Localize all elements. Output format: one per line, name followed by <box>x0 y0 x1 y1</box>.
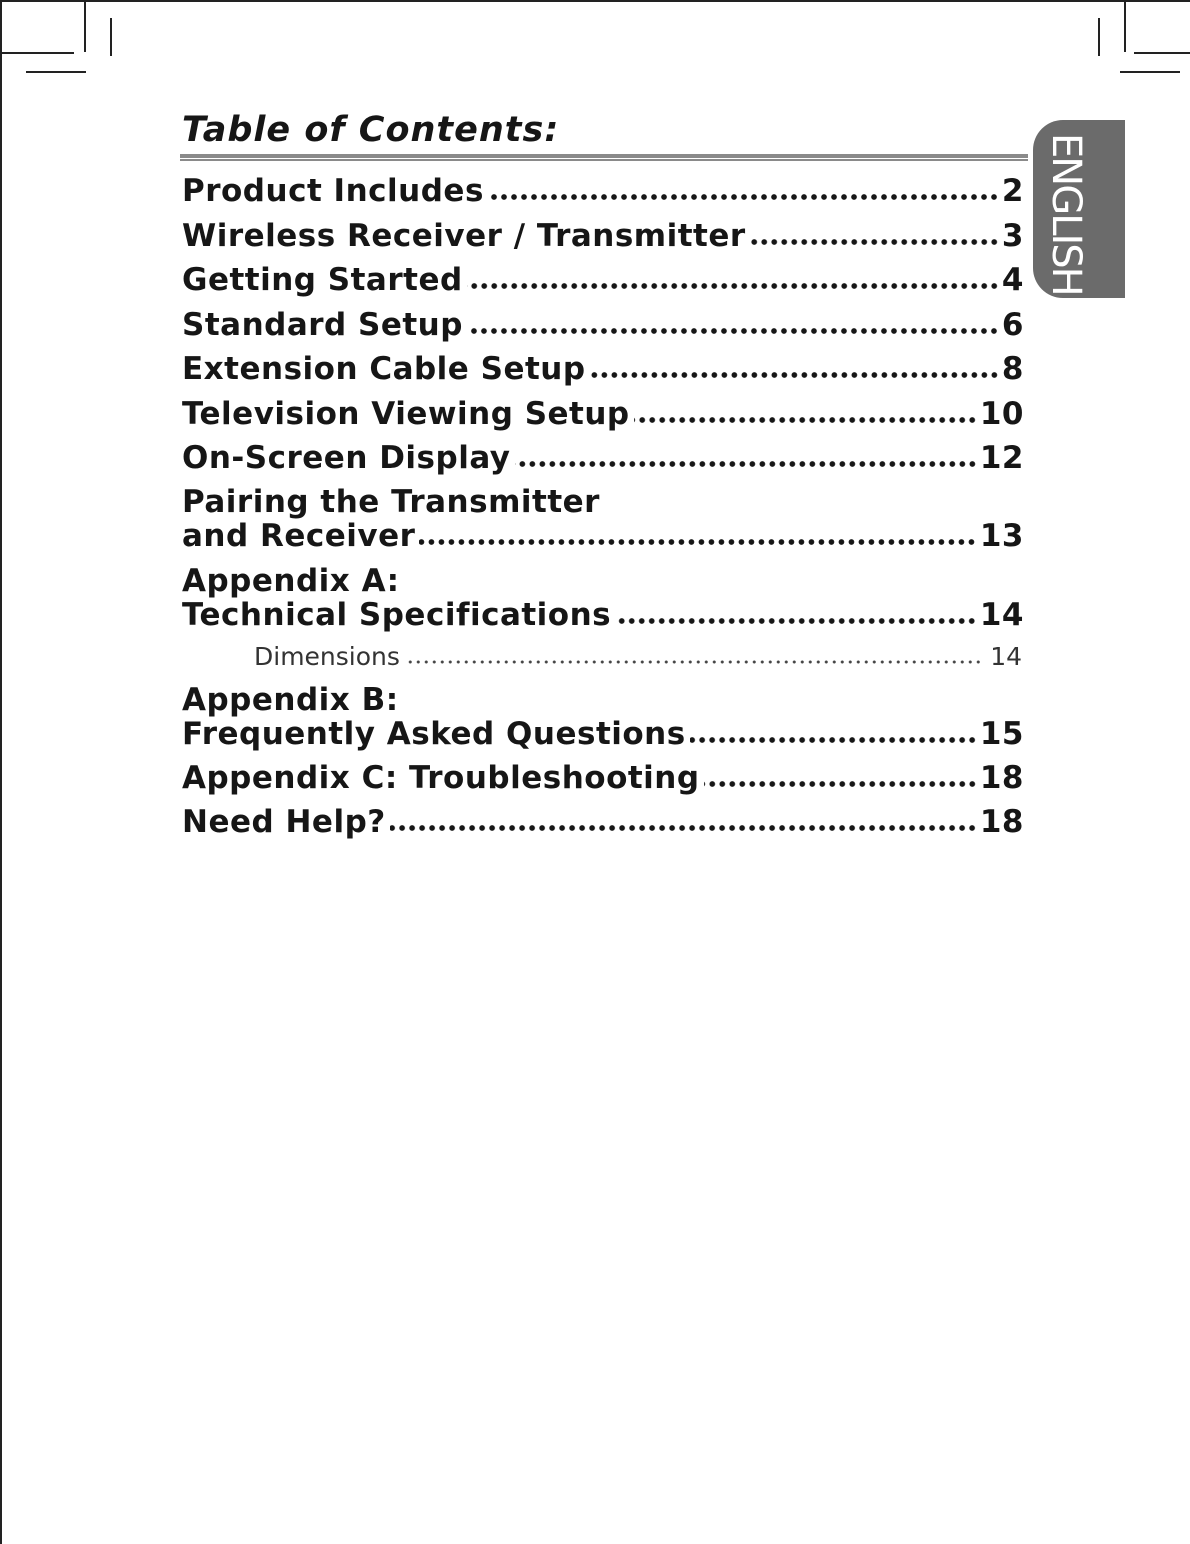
toc-entry-label: Television Viewing Setup <box>182 397 630 431</box>
toc-entry-label: Wireless Receiver / Transmitter <box>182 219 746 253</box>
toc-entry-page: 18 <box>979 761 1024 795</box>
toc-entry-label: Need Help? <box>182 805 386 839</box>
toc-entry-label: Standard Setup <box>182 308 463 342</box>
toc-entry-page: 12 <box>979 441 1024 475</box>
dot-leader <box>590 372 999 378</box>
toc-entry[interactable] <box>182 219 1024 253</box>
toc-entry[interactable] <box>182 174 1024 208</box>
toc-entry[interactable] <box>182 263 1024 297</box>
crop-mark <box>1134 52 1190 54</box>
dot-leader <box>690 737 977 743</box>
toc-entry[interactable] <box>182 761 1024 795</box>
dot-leader <box>467 283 999 289</box>
toc-entry-page: 14 <box>990 642 1022 671</box>
toc-entry[interactable] <box>182 683 1024 751</box>
toc-entry-page: 10 <box>979 397 1024 431</box>
dot-leader <box>750 239 999 245</box>
toc-entry[interactable] <box>182 397 1024 431</box>
toc-entry-lead: Appendix A: <box>182 563 400 599</box>
language-tab-label: ENGLISH <box>1043 133 1089 295</box>
page-top-edge <box>0 0 1190 2</box>
title-rule <box>180 154 1028 158</box>
crop-mark <box>0 52 74 54</box>
toc-entry-label: On-Screen Display <box>182 441 511 475</box>
toc-entry-page: 3 <box>1001 219 1024 253</box>
page-left-edge <box>0 0 2 1544</box>
toc-entry[interactable] <box>182 805 1024 839</box>
toc-sub-entry[interactable] <box>254 642 1022 672</box>
toc-entry-page: 18 <box>979 805 1024 839</box>
crop-mark <box>1124 0 1126 52</box>
toc-entry[interactable] <box>182 441 1024 475</box>
toc-entry-lead: Pairing the Transmitter <box>182 484 600 520</box>
toc-entry-page: 8 <box>1001 352 1024 386</box>
dot-leader <box>390 825 977 831</box>
toc-entry-label: Getting Started <box>182 263 463 297</box>
crop-mark <box>110 18 112 56</box>
crop-mark <box>1120 71 1180 73</box>
toc-entry-page: 4 <box>1001 263 1024 297</box>
toc-entry[interactable] <box>182 352 1024 386</box>
crop-mark <box>84 0 86 52</box>
toc-entry-page: 13 <box>979 519 1024 553</box>
dot-leader <box>419 539 976 545</box>
dot-leader <box>615 618 977 624</box>
dot-leader <box>467 328 999 334</box>
toc-entry-label: Dimensions <box>254 642 400 671</box>
toc-entry-label: Appendix C: Troubleshooting <box>182 761 700 795</box>
toc-entry[interactable] <box>182 485 1024 553</box>
dot-leader <box>704 781 977 787</box>
dot-leader <box>634 417 977 423</box>
toc-entry-label: Frequently Asked Questions <box>182 717 686 751</box>
toc-entry-page: 15 <box>979 717 1024 751</box>
dot-leader <box>404 660 982 664</box>
title-rule <box>180 159 1028 161</box>
toc-entry[interactable] <box>182 308 1024 342</box>
dot-leader <box>515 461 977 467</box>
toc-entry[interactable] <box>182 564 1024 632</box>
toc-entry-page: 2 <box>1001 174 1024 208</box>
toc-entry-page: 14 <box>979 598 1024 632</box>
toc-entry-page: 6 <box>1001 308 1024 342</box>
toc-entry-label: Product Includes <box>182 174 484 208</box>
toc-entry-lead: Appendix B: <box>182 682 399 718</box>
toc-entry-label: Technical Specifications <box>182 598 612 632</box>
crop-mark <box>26 71 86 73</box>
toc-entry-label: and Receiver <box>182 519 416 553</box>
crop-mark <box>1098 18 1100 56</box>
dot-leader <box>488 194 999 200</box>
toc-entry-label: Extension Cable Setup <box>182 352 586 386</box>
toc-title: Table of Contents: <box>182 110 560 150</box>
